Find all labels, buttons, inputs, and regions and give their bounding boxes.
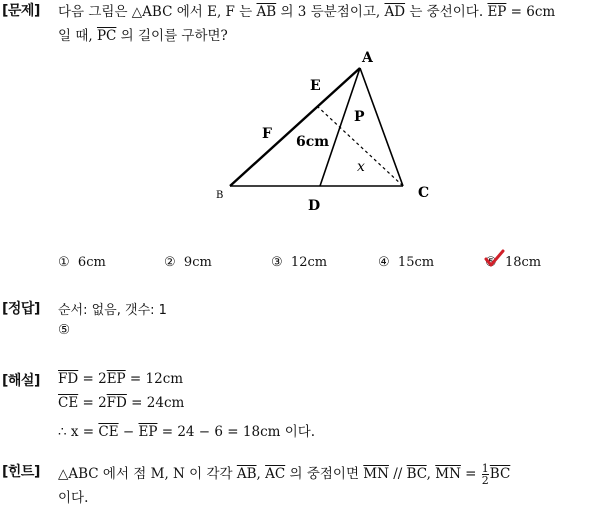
option-marker: ④ <box>378 255 390 270</box>
solution-text: = 24cm <box>126 395 185 411</box>
problem-text: 의 3 등분점이고, <box>276 4 385 20</box>
solution-text: = 2 <box>78 371 107 387</box>
fraction-one-half <box>482 463 489 486</box>
hint-tag: [힌트] <box>2 464 40 480</box>
parallel-symbol: // <box>388 466 407 482</box>
label-e: E <box>310 78 321 94</box>
solution-text: − <box>118 424 139 440</box>
segment-mn: $\overline{MN}$ <box>435 466 461 482</box>
answer-line-2: ⑤ <box>58 322 71 338</box>
segment-ad: $\overline{AD}$ <box>384 4 406 20</box>
segment-fd: $\overline{FD}$ <box>58 371 79 387</box>
option-3[interactable] <box>271 255 327 270</box>
label-c: C <box>418 185 430 201</box>
option-2[interactable] <box>164 255 212 270</box>
solution-text: = 24 − 6 = 18cm 이다. <box>157 424 316 440</box>
fraction-numerator: 1 <box>481 462 489 475</box>
segment-ac: $\overline{AC}$ <box>265 466 286 482</box>
option-marker: ③ <box>271 255 283 270</box>
problem-text: 다음 그림은 △ABC 에서 E, F 는 <box>58 4 257 20</box>
option-text: 6cm <box>77 255 106 270</box>
triangle-figure <box>210 48 440 216</box>
segment-ce: $\overline{CE}$ <box>98 424 119 440</box>
label-f: F <box>262 126 272 142</box>
label-d: D <box>308 198 321 214</box>
solution-line-1 <box>58 371 183 387</box>
solution-text: = 2 <box>78 395 107 411</box>
segment-mn: $\overline{MN}$ <box>363 466 389 482</box>
option-text: 18cm <box>504 255 542 270</box>
option-text: 9cm <box>183 255 212 270</box>
option-marker: ⑤ <box>485 255 501 270</box>
option-text: 15cm <box>397 255 435 270</box>
option-4[interactable] <box>378 255 434 270</box>
segment-ab: $\overline{AB}$ <box>236 466 257 482</box>
problem-text: 는 중선이다. <box>405 4 488 20</box>
hint-text: , <box>256 466 266 482</box>
label-p: P <box>354 109 365 125</box>
option-1[interactable] <box>58 255 106 270</box>
solution-tag: [해설] <box>2 373 40 389</box>
check-icon <box>483 249 505 269</box>
option-5[interactable] <box>485 255 541 270</box>
segment-bc: $\overline{BC}$ <box>406 466 427 482</box>
segment-pc: $\overline{PC}$ <box>96 28 117 44</box>
answer-tag: [정답] <box>2 301 40 317</box>
solution-text: ∴ x = <box>58 424 99 440</box>
segment-fd: $\overline{FD}$ <box>106 395 127 411</box>
answer-line-1: 순서: 없음, 갯수: 1 <box>58 303 167 318</box>
label-b: B <box>216 190 224 201</box>
segment-bc: $\overline{BC}$ <box>489 466 511 482</box>
segment-ce: $\overline{CE}$ <box>58 395 79 411</box>
label-a: A <box>362 50 373 66</box>
side-ac <box>360 68 403 186</box>
solution-line-2 <box>58 395 184 411</box>
problem-text: 일 때, <box>58 28 97 44</box>
hint-text: , <box>426 466 436 482</box>
label-x: x <box>357 159 365 175</box>
hint-line-2: 이다. <box>58 490 89 506</box>
option-marker: ① <box>58 255 70 270</box>
option-text: 12cm <box>290 255 328 270</box>
segment-ep: $\overline{EP}$ <box>106 371 126 387</box>
segment-ab: $\overline{AB}$ <box>256 4 277 20</box>
solution-text: = 12cm <box>125 371 184 387</box>
hint-text: = <box>460 466 481 482</box>
hint-text: △ABC 에서 점 M, N 이 각각 <box>58 466 237 482</box>
option-marker: ② <box>164 255 176 270</box>
segment-ep: $\overline{EP}$ <box>487 4 507 20</box>
segment-ep: $\overline{EP}$ <box>138 424 158 440</box>
problem-tag: [문제] <box>2 3 40 19</box>
hidden-fd <box>274 146 320 186</box>
fraction-denominator: 2 <box>481 474 489 487</box>
problem-line-1 <box>58 0 555 20</box>
hint-text: 의 중점이면 <box>285 466 364 482</box>
label-6cm: 6cm <box>296 134 330 150</box>
solution-line-3 <box>58 420 315 440</box>
problem-text: = 6cm <box>506 4 556 20</box>
problem-line-2 <box>58 24 228 44</box>
problem-text: 의 길이를 구하면? <box>116 28 228 44</box>
hint-line-1 <box>58 462 510 486</box>
